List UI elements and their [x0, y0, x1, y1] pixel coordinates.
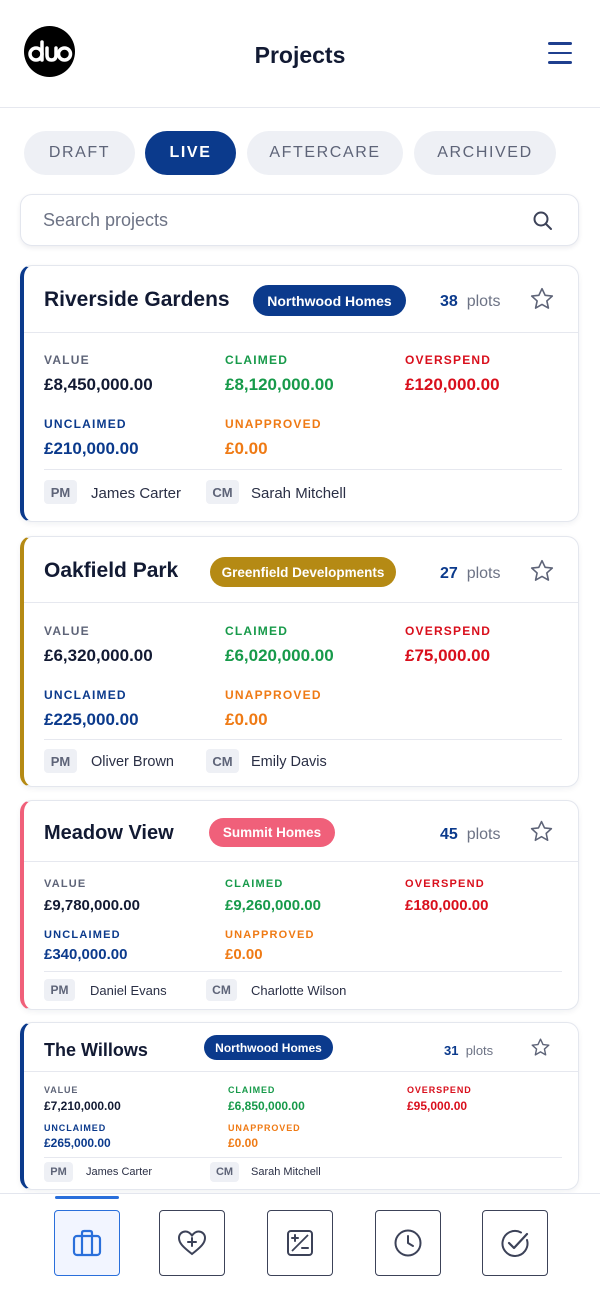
briefcase-icon: [71, 1227, 103, 1259]
value-label: VALUE: [44, 353, 90, 367]
unclaimed-label: UNCLAIMED: [44, 929, 121, 941]
calculator-icon: [284, 1227, 316, 1259]
value-amount: £7,210,000.00: [44, 1099, 121, 1113]
heart-plus-icon: [176, 1227, 208, 1259]
project-name: Meadow View: [44, 822, 174, 844]
clock-icon: [392, 1227, 424, 1259]
unclaimed-amount: £210,000.00: [44, 439, 139, 458]
pm-name: James Carter: [86, 1166, 153, 1178]
claimed-amount: £6,850,000.00: [228, 1099, 305, 1113]
claimed-amount: £9,260,000.00: [225, 897, 321, 914]
value-label: VALUE: [44, 878, 87, 890]
unclaimed-amount: £340,000.00: [44, 946, 128, 963]
pm-badge: PM: [44, 979, 75, 1001]
menu-button[interactable]: [548, 42, 576, 66]
tab-archived[interactable]: ARCHIVED: [414, 131, 556, 175]
cm-name: Sarah Mitchell: [251, 485, 347, 502]
value-amount: £9,780,000.00: [44, 897, 140, 914]
nav-projects-button[interactable]: [54, 1210, 120, 1276]
cm-badge: CM: [210, 1162, 239, 1182]
pm-badge: PM: [44, 749, 77, 773]
claimed-amount: £8,120,000.00: [225, 375, 334, 394]
claimed-label: CLAIMED: [225, 878, 284, 890]
unclaimed-label: UNCLAIMED: [44, 417, 127, 431]
unclaimed-label: UNCLAIMED: [44, 688, 127, 702]
overspend-label: OVERSPEND: [405, 624, 492, 638]
pm-badge: PM: [44, 480, 77, 504]
unapproved-amount: £0.00: [225, 946, 263, 963]
developer-badge: Northwood Homes: [253, 285, 406, 316]
nav-approvals-button[interactable]: [482, 1210, 548, 1276]
cm-badge: CM: [206, 480, 239, 504]
project-card[interactable]: [20, 800, 579, 1010]
tab-live[interactable]: LIVE: [145, 131, 236, 175]
plots-count: 31 plots: [444, 1043, 494, 1058]
developer-badge: Summit Homes: [209, 818, 335, 847]
cm-badge: CM: [206, 749, 239, 773]
overspend-label: OVERSPEND: [405, 878, 485, 890]
overspend-label: OVERSPEND: [407, 1085, 472, 1095]
unapproved-label: UNAPPROVED: [228, 1123, 301, 1133]
claimed-label: CLAIMED: [225, 353, 289, 367]
star-icon[interactable]: [529, 819, 554, 844]
star-icon[interactable]: [529, 558, 555, 584]
unclaimed-amount: £225,000.00: [44, 710, 139, 729]
project-card[interactable]: [20, 536, 579, 787]
claimed-amount: £6,020,000.00: [225, 646, 334, 665]
overspend-label: OVERSPEND: [405, 353, 492, 367]
pm-name: Daniel Evans: [90, 983, 167, 998]
claimed-label: CLAIMED: [228, 1085, 276, 1095]
pm-badge: PM: [44, 1162, 73, 1182]
value-label: VALUE: [44, 1085, 79, 1095]
overspend-amount: £120,000.00: [405, 375, 500, 394]
unapproved-label: UNAPPROVED: [225, 417, 322, 431]
plots-count: 38 plots: [440, 293, 501, 310]
developer-badge: Greenfield Developments: [210, 557, 396, 587]
overspend-amount: £75,000.00: [405, 646, 491, 665]
nav-calculator-button[interactable]: [267, 1210, 333, 1276]
unapproved-label: UNAPPROVED: [225, 929, 315, 941]
cm-name: Emily Davis: [251, 754, 327, 770]
cm-name: Charlotte Wilson: [251, 983, 347, 998]
tab-draft[interactable]: DRAFT: [24, 131, 135, 175]
check-circle-icon: [499, 1227, 531, 1259]
star-icon[interactable]: [529, 286, 555, 312]
developer-badge: Northwood Homes: [204, 1035, 333, 1060]
value-amount: £8,450,000.00: [44, 375, 153, 394]
value-amount: £6,320,000.00: [44, 646, 153, 665]
plots-count: 45 plots: [440, 826, 501, 843]
overspend-amount: £95,000.00: [407, 1099, 468, 1113]
unapproved-amount: £0.00: [225, 710, 268, 729]
value-label: VALUE: [44, 624, 90, 638]
unapproved-label: UNAPPROVED: [225, 688, 322, 702]
nav-history-button[interactable]: [375, 1210, 441, 1276]
active-tab-indicator: [55, 1196, 119, 1199]
project-name: Riverside Gardens: [44, 288, 230, 311]
project-card[interactable]: [20, 265, 579, 522]
pm-name: Oliver Brown: [91, 754, 174, 770]
project-card[interactable]: [20, 1022, 579, 1190]
claimed-label: CLAIMED: [225, 624, 289, 638]
overspend-amount: £180,000.00: [405, 897, 489, 914]
app-header: [0, 0, 600, 108]
star-icon[interactable]: [530, 1037, 551, 1058]
unclaimed-label: UNCLAIMED: [44, 1123, 107, 1133]
cm-name: Sarah Mitchell: [251, 1166, 321, 1178]
menu-icon: [548, 42, 572, 45]
nav-aftercare-button[interactable]: [159, 1210, 225, 1276]
search-icon[interactable]: [532, 210, 554, 232]
unclaimed-amount: £265,000.00: [44, 1136, 111, 1150]
pm-name: James Carter: [91, 485, 182, 502]
search-bar: [20, 194, 579, 246]
unapproved-amount: £0.00: [228, 1136, 259, 1150]
unapproved-amount: £0.00: [225, 439, 268, 458]
cm-badge: CM: [206, 979, 237, 1001]
project-name: The Willows: [44, 1040, 148, 1060]
page-title: Projects: [254, 42, 346, 68]
tab-aftercare[interactable]: AFTERCARE: [247, 131, 403, 175]
plots-count: 27 plots: [440, 565, 501, 582]
project-name: Oakfield Park: [44, 559, 179, 582]
search-input[interactable]: [43, 195, 513, 245]
